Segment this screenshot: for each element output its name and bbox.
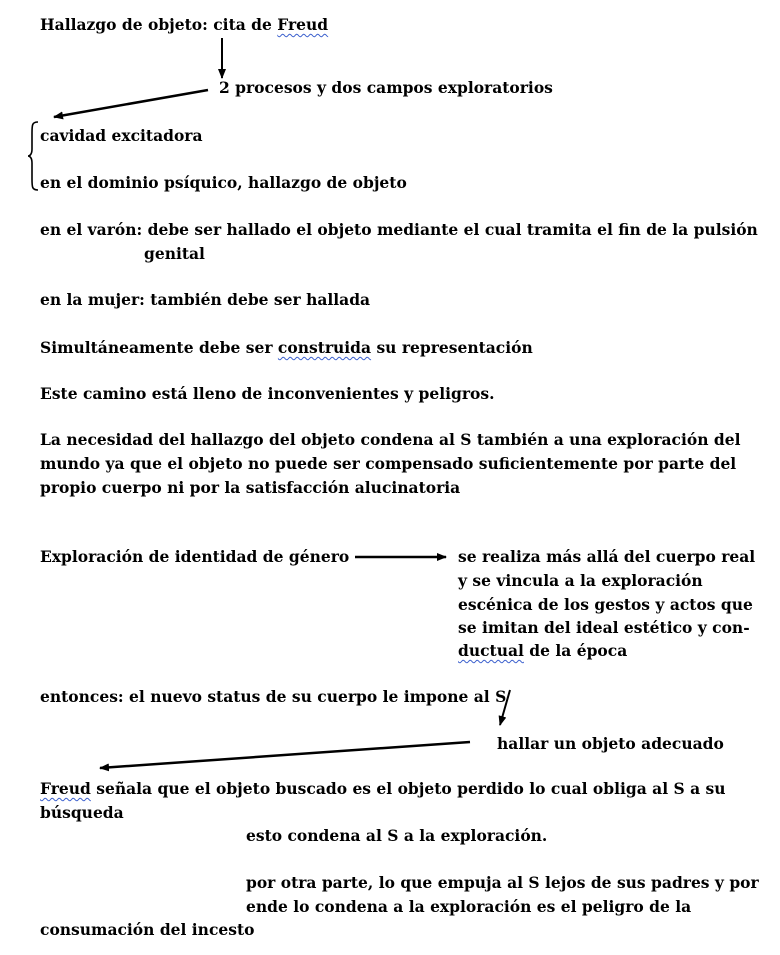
text-line-14: se realiza más allá del cuerpo real [458,547,756,566]
text-line-6: genital [144,244,205,263]
text-line-title [40,17,328,33]
text-line-26: consumación del incesto [40,920,255,939]
line-21-rest: señala que el objeto buscado es el objeto perdido lo cual obliga al S a su [90,779,726,798]
text-line-23: esto condena al S a la exploración. [246,826,548,845]
text-line-20: hallar un objeto adecuado [497,734,724,753]
text-line-19: entonces: el nuevo status de su cuerpo le impone al S [40,687,507,706]
arrow-left-2 [100,742,470,768]
text-line-12: propio cuerpo ni por la satisfacción alucinatoria [40,478,461,497]
text-line-17: se imitan del ideal estético y con- [458,618,750,637]
line-8-part-b: construida [277,338,372,357]
text-line-25: ende lo condena a la exploración es el peligro de la [246,897,692,916]
line-18-part-a: ductual [458,641,524,660]
text-line-11: mundo ya que el objeto no puede ser compensado suficientemente por parte del [40,454,737,473]
line-18-part-b: de la época [523,641,628,660]
text-line-16: escénica de los gestos y actos que [458,595,753,614]
title-text: Hallazgo de objeto: cita de [40,15,278,34]
text-line-2: 2 procesos y dos campos exploratorios [219,78,553,97]
title-freud: Freud [277,15,329,34]
text-line-10: La necesidad del hallazgo del objeto condena al S también a una exploración del [40,430,741,449]
text-line-7: en la mujer: también debe ser hallada [40,290,371,309]
text-line-15: y se vincula a la exploración [458,571,703,590]
text-line-8 [40,340,533,356]
text-line-3: cavidad excitadora [40,126,203,145]
arrow-left-1 [54,90,208,117]
text-line-24: por otra parte, lo que empuja al S lejos de sus padres y por [246,873,759,892]
text-line-21 [40,781,726,797]
text-line-18 [458,643,627,659]
text-line-5: en el varón: debe ser hallado el objeto mediante el cual tramita el fin de la pulsión [40,220,758,239]
text-line-22: búsqueda [40,803,124,822]
text-line-9: Este camino está lleno de inconvenientes y peligros. [40,384,495,403]
text-line-13: Exploración de identidad de género [40,547,350,566]
left-brace [27,121,39,191]
line-8-part-c: su representación [371,338,533,357]
line-21-freud: Freud [40,779,91,798]
text-line-4: en el dominio psíquico, hallazgo de objeto [40,173,407,192]
line-8-part-a: Simultáneamente debe ser [40,338,278,357]
